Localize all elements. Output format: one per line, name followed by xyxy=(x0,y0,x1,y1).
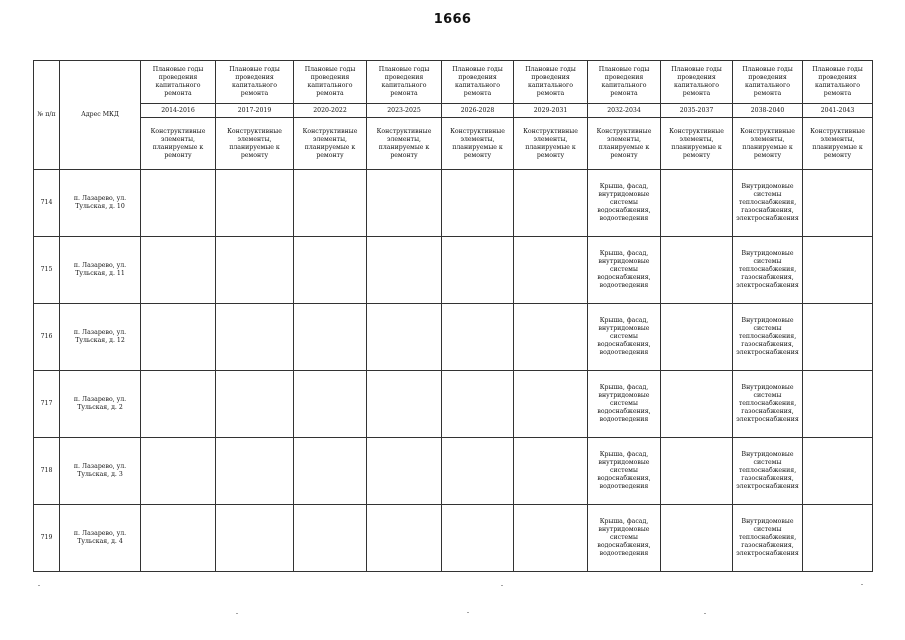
row-work-cell: Крыша, фасад, внутридомовые системы водоснабжения, водоотведения xyxy=(588,438,661,505)
row-work-cell xyxy=(803,170,873,237)
row-address: п. Лазарево, ул. Тульская, д. 11 xyxy=(60,237,141,304)
row-work-cell: Внутридомовые системы теплоснабжения, газоснабжения, электроснабжения xyxy=(733,505,803,572)
row-work-cell: Крыша, фасад, внутридомовые системы водоснабжения, водоотведения xyxy=(588,304,661,371)
header-elements: Конструктивные элементы, планируемые к ремонту xyxy=(588,118,661,170)
scan-speck xyxy=(861,584,863,585)
header-period: 2017-2019 xyxy=(216,104,294,118)
row-work-cell xyxy=(216,237,294,304)
header-years-title: Плановые годы проведения капитального ремонта xyxy=(141,61,216,104)
header-elements: Конструктивные элементы, планируемые к ремонту xyxy=(367,118,442,170)
row-work-cell xyxy=(216,505,294,572)
scan-speck xyxy=(38,585,40,586)
row-work-cell xyxy=(661,304,733,371)
row-work-cell: Внутридомовые системы теплоснабжения, газоснабжения, электроснабжения xyxy=(733,371,803,438)
header-elements: Конструктивные элементы, планируемые к ремонту xyxy=(294,118,367,170)
row-work-cell xyxy=(141,170,216,237)
header-years-title: Плановые годы проведения капитального ремонта xyxy=(733,61,803,104)
row-work-cell xyxy=(367,371,442,438)
row-work-cell xyxy=(141,505,216,572)
scan-speck xyxy=(501,585,503,586)
header-years-title: Плановые годы проведения капитального ремонта xyxy=(367,61,442,104)
row-work-cell xyxy=(141,438,216,505)
row-work-cell xyxy=(514,371,588,438)
page-number: 1666 xyxy=(433,12,472,27)
row-work-cell xyxy=(294,170,367,237)
row-number: 718 xyxy=(34,438,60,505)
table-row xyxy=(34,438,873,505)
row-work-cell xyxy=(661,505,733,572)
row-work-cell xyxy=(294,371,367,438)
row-work-cell xyxy=(514,237,588,304)
row-work-cell xyxy=(294,304,367,371)
row-work-cell: Крыша, фасад, внутридомовые системы водоснабжения, водоотведения xyxy=(588,505,661,572)
row-work-cell xyxy=(514,438,588,505)
row-work-cell xyxy=(216,304,294,371)
header-elements: Конструктивные элементы, планируемые к ремонту xyxy=(803,118,873,170)
header-years-title: Плановые годы проведения капитального ремонта xyxy=(661,61,733,104)
repair-schedule-table xyxy=(33,60,873,572)
header-elements: Конструктивные элементы, планируемые к ремонту xyxy=(733,118,803,170)
row-work-cell xyxy=(141,304,216,371)
row-work-cell xyxy=(514,505,588,572)
row-work-cell xyxy=(442,170,514,237)
row-work-cell xyxy=(661,438,733,505)
row-address: п. Лазарево, ул. Тульская, д. 2 xyxy=(60,371,141,438)
row-work-cell: Крыша, фасад, внутридомовые системы водоснабжения, водоотведения xyxy=(588,170,661,237)
header-years-title: Плановые годы проведения капитального ремонта xyxy=(514,61,588,104)
header-period: 2041-2043 xyxy=(803,104,873,118)
row-work-cell xyxy=(367,304,442,371)
header-period: 2032-2034 xyxy=(588,104,661,118)
row-work-cell xyxy=(514,304,588,371)
header-period: 2038-2040 xyxy=(733,104,803,118)
header-elements: Конструктивные элементы, планируемые к ремонту xyxy=(442,118,514,170)
header-period: 2026-2028 xyxy=(442,104,514,118)
table-row xyxy=(34,237,873,304)
row-work-cell xyxy=(141,237,216,304)
scan-speck xyxy=(704,613,706,614)
header-elements: Конструктивные элементы, планируемые к ремонту xyxy=(141,118,216,170)
row-address: п. Лазарево, ул. Тульская, д. 3 xyxy=(60,438,141,505)
row-work-cell xyxy=(294,505,367,572)
header-years-title: Плановые годы проведения капитального ремонта xyxy=(294,61,367,104)
row-address: п. Лазарево, ул. Тульская, д. 12 xyxy=(60,304,141,371)
row-work-cell xyxy=(442,438,514,505)
table-row xyxy=(34,170,873,237)
row-work-cell: Крыша, фасад, внутридомовые системы водоснабжения, водоотведения xyxy=(588,237,661,304)
row-work-cell xyxy=(294,237,367,304)
header-period: 2020-2022 xyxy=(294,104,367,118)
row-number: 715 xyxy=(34,237,60,304)
scan-speck xyxy=(467,612,469,613)
table-row xyxy=(34,371,873,438)
row-work-cell: Крыша, фасад, внутридомовые системы водоснабжения, водоотведения xyxy=(588,371,661,438)
header-years-title: Плановые годы проведения капитального ремонта xyxy=(216,61,294,104)
header-elements: Конструктивные элементы, планируемые к ремонту xyxy=(661,118,733,170)
row-number: 714 xyxy=(34,170,60,237)
header-period: 2014-2016 xyxy=(141,104,216,118)
row-work-cell xyxy=(216,438,294,505)
header-elements: Конструктивные элементы, планируемые к ремонту xyxy=(216,118,294,170)
row-work-cell xyxy=(442,371,514,438)
row-work-cell: Внутридомовые системы теплоснабжения, газоснабжения, электроснабжения xyxy=(733,170,803,237)
row-number: 717 xyxy=(34,371,60,438)
row-address: п. Лазарево, ул. Тульская, д. 10 xyxy=(60,170,141,237)
row-work-cell xyxy=(367,170,442,237)
row-number: 719 xyxy=(34,505,60,572)
row-work-cell xyxy=(442,304,514,371)
row-work-cell: Внутридомовые системы теплоснабжения, газоснабжения, электроснабжения xyxy=(733,304,803,371)
row-work-cell xyxy=(803,371,873,438)
row-work-cell xyxy=(442,237,514,304)
row-number: 716 xyxy=(34,304,60,371)
row-work-cell xyxy=(803,438,873,505)
header-period: 2035-2037 xyxy=(661,104,733,118)
row-work-cell xyxy=(216,170,294,237)
row-work-cell xyxy=(367,438,442,505)
table-row xyxy=(34,505,873,572)
row-work-cell xyxy=(216,371,294,438)
header-row-elements xyxy=(34,118,873,170)
row-work-cell xyxy=(661,170,733,237)
row-work-cell: Внутридомовые системы теплоснабжения, газоснабжения, электроснабжения xyxy=(733,438,803,505)
row-work-cell xyxy=(803,237,873,304)
row-work-cell xyxy=(661,371,733,438)
header-num: № п/п xyxy=(34,61,60,170)
header-address: Адрес МКД xyxy=(60,61,141,170)
header-years-title: Плановые годы проведения капитального ремонта xyxy=(588,61,661,104)
header-period: 2029-2031 xyxy=(514,104,588,118)
header-row-years xyxy=(34,61,873,104)
header-elements: Конструктивные элементы, планируемые к ремонту xyxy=(514,118,588,170)
row-work-cell xyxy=(803,505,873,572)
row-work-cell xyxy=(141,371,216,438)
row-work-cell: Внутридомовые системы теплоснабжения, газоснабжения, электроснабжения xyxy=(733,237,803,304)
row-work-cell xyxy=(294,438,367,505)
scan-speck xyxy=(236,613,238,614)
row-work-cell xyxy=(367,237,442,304)
row-work-cell xyxy=(514,170,588,237)
table-row xyxy=(34,304,873,371)
header-row-periods xyxy=(34,104,873,118)
row-address: п. Лазарево, ул. Тульская, д. 4 xyxy=(60,505,141,572)
row-work-cell xyxy=(661,237,733,304)
row-work-cell xyxy=(803,304,873,371)
header-years-title: Плановые годы проведения капитального ремонта xyxy=(803,61,873,104)
row-work-cell xyxy=(442,505,514,572)
header-years-title: Плановые годы проведения капитального ремонта xyxy=(442,61,514,104)
row-work-cell xyxy=(367,505,442,572)
header-period: 2023-2025 xyxy=(367,104,442,118)
